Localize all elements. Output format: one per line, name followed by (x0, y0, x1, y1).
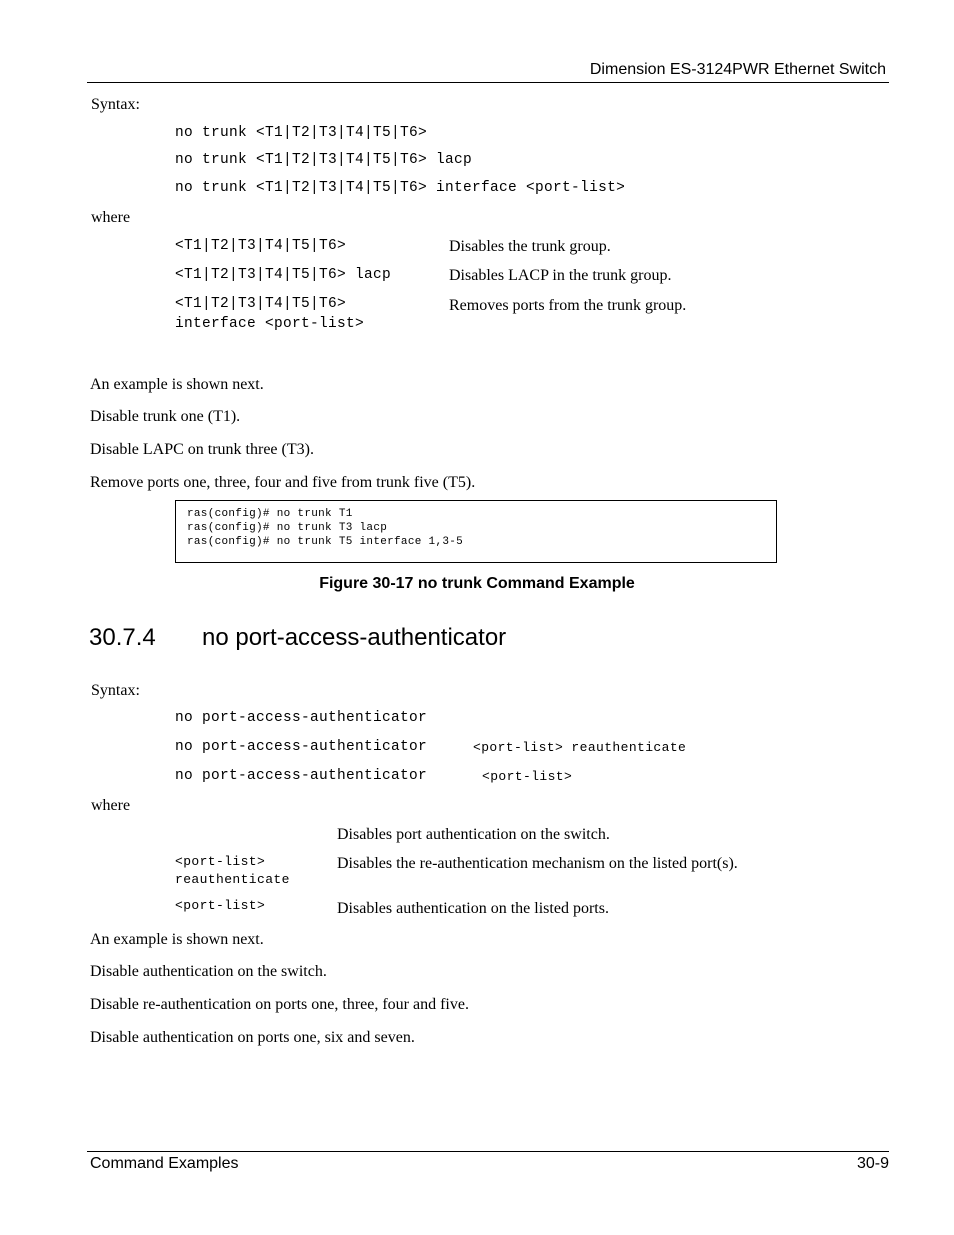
syntax-argument: <port-list> reauthenticate (473, 740, 687, 755)
example-item: Remove ports one, three, four and five from trunk five (T5). (90, 474, 476, 491)
param-description: Disables LACP in the trunk group. (449, 267, 672, 284)
syntax-line: no trunk <T1|T2|T3|T4|T5|T6> lacp (175, 152, 473, 168)
figure-caption: Figure 30-17 no trunk Command Example (319, 575, 635, 592)
syntax-line: no trunk <T1|T2|T3|T4|T5|T6> (175, 125, 428, 141)
example-item: Disable LAPC on trunk three (T3). (90, 441, 314, 458)
example-item: Disable trunk one (T1). (90, 408, 241, 425)
footer-chapter: Command Examples (90, 1155, 239, 1172)
terminal-line: ras(config)# no trunk T3 lacp (187, 522, 388, 534)
where-label: where (91, 797, 131, 814)
section-number: 30.7.4 (89, 624, 156, 651)
terminal-example-box (175, 500, 777, 563)
syntax-line: no trunk <T1|T2|T3|T4|T5|T6> interface <port-list> (175, 180, 626, 196)
param-description: Disables port authentication on the switch. (337, 826, 610, 843)
example-item: Disable authentication on ports one, six and seven. (90, 1029, 415, 1046)
param-name: <port-list> reauthenticate (175, 854, 290, 887)
running-header: Dimension ES-3124PWR Ethernet Switch (589, 61, 886, 78)
param-name: <T1|T2|T3|T4|T5|T6> interface <port-list> (175, 296, 365, 332)
example-item: Disable authentication on the switch. (90, 963, 327, 980)
syntax-label: Syntax: (91, 96, 140, 113)
where-label: where (91, 209, 131, 226)
syntax-line: no port-access-authenticator (175, 739, 428, 755)
param-description: Disables the trunk group. (449, 238, 611, 255)
terminal-line: ras(config)# no trunk T1 (187, 508, 353, 520)
page-number: 30-9 (856, 1155, 889, 1172)
syntax-label: Syntax: (91, 682, 140, 699)
example-intro: An example is shown next. (90, 376, 264, 393)
footer-rule (87, 1151, 889, 1152)
header-rule (87, 82, 889, 83)
syntax-line: no port-access-authenticator (175, 710, 428, 726)
example-item: Disable re-authentication on ports one, three, four and five. (90, 996, 469, 1013)
section-title: no port-access-authenticator (202, 624, 507, 651)
param-name: <T1|T2|T3|T4|T5|T6> lacp (175, 267, 392, 283)
param-description: Removes ports from the trunk group. (449, 297, 687, 314)
terminal-line: ras(config)# no trunk T5 interface 1,3-5 (187, 536, 464, 548)
param-name: <T1|T2|T3|T4|T5|T6> (175, 238, 347, 254)
syntax-argument: <port-list> (482, 769, 573, 784)
example-intro: An example is shown next. (90, 931, 264, 948)
syntax-line: no port-access-authenticator (175, 768, 428, 784)
param-description: Disables authentication on the listed ports. (337, 900, 609, 917)
param-name: <port-list> (175, 898, 266, 913)
param-description: Disables the re-authentication mechanism on the listed port(s). (337, 855, 738, 872)
